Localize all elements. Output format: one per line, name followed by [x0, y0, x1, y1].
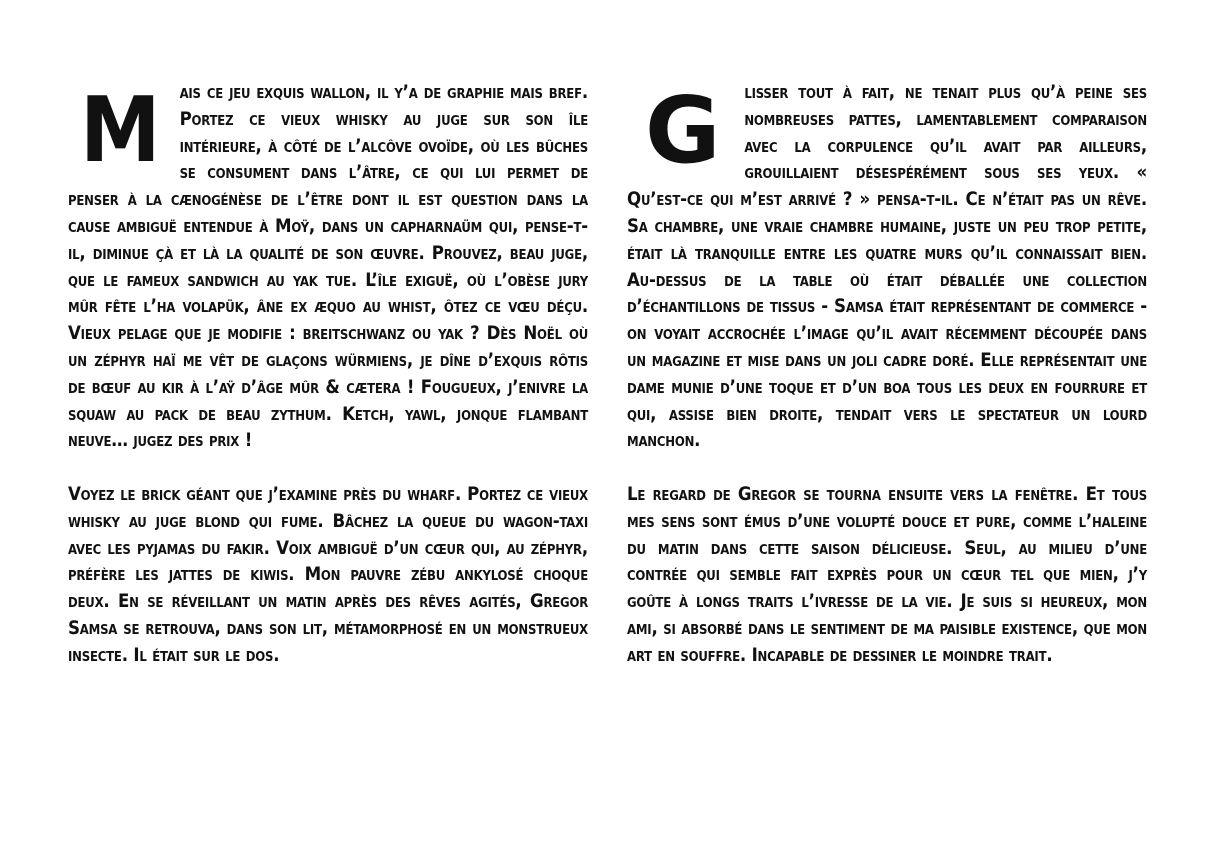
- right-paragraph-1: [627, 77, 1147, 455]
- paragraph-text: ais ce jeu exquis wallon, il y’a de graphie mais bref. Portez ce vieux whisky au juge sur son île intérieure, à côté de l’alcôve ovoïde, où les bûches se consument dans l’âtre, ce qui lui permet de penser à la cænogénèse de l’être dont il est question dans la cause ambiguë entendue à Moÿ, dans un capharnaüm qui, pense-t-il, diminue çà et là la qualité de son œuvre. Prouvez, beau juge, que le fameux sandwich au yak tue. L’île exiguë, où l’obèse jury mûr fête l’ha volapük, âne ex æquo au whist, ôtez ce vœu déçu. Vieux pelage que je modifie : breitschwanz ou yak ? Dès Noël où un zéphyr haï me vêt de glaçons würmiens, je dîne d’exquis rôtis de bœuf au kir à l’aÿ d’âge mûr & cætera ! Fougueux, j’enivre la squaw au pack de beau zythum. Ketch, yawl, jonque flambant neuve… jugez des prix !: [68, 82, 588, 452]
- left-paragraph-2: [68, 482, 588, 670]
- right-paragraph-2: [627, 482, 1147, 670]
- drop-cap-initial: G: [645, 77, 721, 184]
- right-column: [627, 77, 1147, 696]
- paragraph-text: Voyez le brick géant que j’examine près du wharf. Portez ce vieux whisky au juge blond qui fume. Bâchez la queue du wagon-taxi avec les pyjamas du fakir. Voix ambiguë d’un cœur qui, au zéphyr, préfère les jattes de kiwis. Mon pauvre zébu ankylosé choque deux. En se réveillant un matin après des rêves agités, Gregor Samsa se retrouva, dans son lit, métamorphosé en un monstrueux insecte. Il était sur le dos.: [68, 483, 588, 666]
- left-paragraph-1: [68, 80, 588, 455]
- paragraph-text: lisser tout à fait, ne tenait plus qu’à peine ses nombreuses pattes, lamentablement comparaison avec la corpulence qu’il avait par ailleurs, grouillaient désespérément sous ses yeux. « Qu’est-ce qui m’est arrivé ? » pensa-t-il. Ce n’était pas un rêve. Sa chambre, une vraie chambre humaine, juste un peu trop petite, était là tranquille entre les quatre murs qu’il connaissait bien. Au-dessus de la table où était déballée une collection d’échantillons de tissus - Samsa était représentant de commerce - on voyait accrochée l’image qu’il avait récemment découpée dans un magazine et mise dans un joli cadre doré. Elle représentait une dame munie d’une toque et d’un boa tous les deux en fourrure et qui, assise bien droite, tendait vers le spectateur un lourd manchon.: [627, 82, 1147, 452]
- left-column: [68, 80, 588, 696]
- drop-cap-initial: M: [80, 78, 158, 183]
- paragraph-text: Le regard de Gregor se tourna ensuite vers la fenêtre. Et tous mes sens sont émus d’une volupté douce et pure, comme l’haleine du matin dans cette saison délicieuse. Seul, au milieu d’une contrée qui semble fait exprès pour un cœur tel que mien, j’y goûte à longs traits l’ivresse de la vie. Je suis si heureux, mon ami, si absorbé dans le sentiment de ma paisible existence, que mon art en souffre. Incapable de dessiner le moindre trait.: [627, 483, 1147, 666]
